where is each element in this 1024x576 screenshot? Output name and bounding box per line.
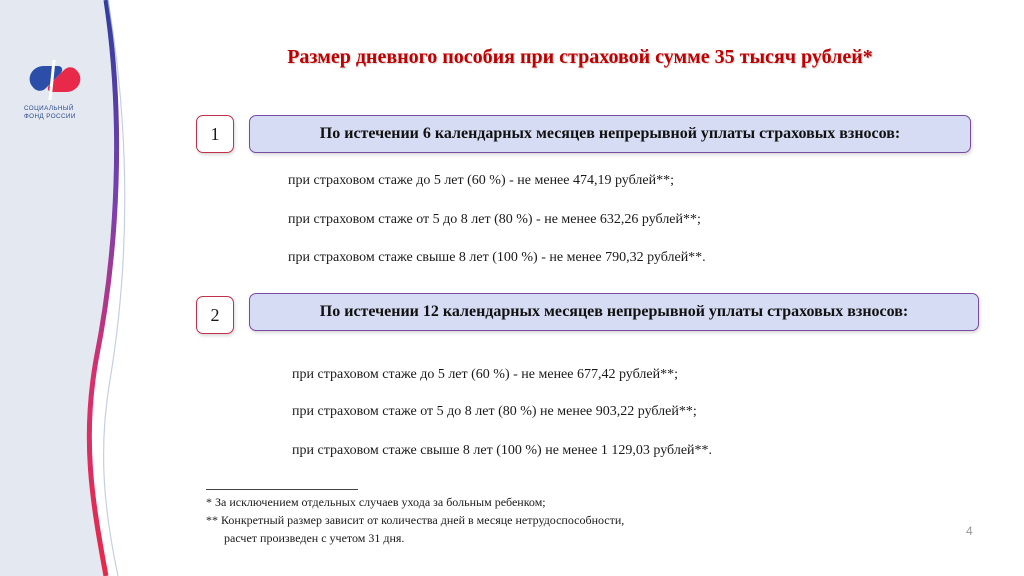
section-1-item-2: при страховом стаже от 5 до 8 лет (80 %) - не менее 632,26 рублей**; <box>288 212 701 227</box>
footnote-1: * За исключением отдельных случаев ухода за больным ребенком; <box>206 495 546 509</box>
logo-text-line2: ФОНД РОССИИ <box>24 112 76 120</box>
section-1-header: По истечении 6 календарных месяцев непрерывной уплаты страховых взносов: <box>249 115 971 153</box>
page-number: 4 <box>966 524 973 538</box>
section-1-item-1: при страховом стаже до 5 лет (60 %) - не менее 474,19 рублей**; <box>288 173 674 188</box>
logo-text-line1: СОЦИАЛЬНЫЙ <box>24 105 74 112</box>
footnote-2: ** Конкретный размер зависит от количества дней в месяце нетрудоспособности, <box>206 513 625 527</box>
page-title: Размер дневного пособия при страховой сумме 35 тысяч рублей* <box>287 46 873 68</box>
section-1-number: 1 <box>196 115 234 153</box>
section-2-item-2: при страховом стаже от 5 до 8 лет (80 %) не менее 903,22 рублей**; <box>292 404 697 419</box>
section-2-item-3: при страховом стаже свыше 8 лет (100 %) не менее 1 129,03 рублей**. <box>292 443 713 458</box>
section-2-item-1: при страховом стаже до 5 лет (60 %) - не менее 677,42 рублей**; <box>292 367 678 382</box>
section-2-number: 2 <box>196 296 234 334</box>
footnote-3: расчет произведен с учетом 31 дня. <box>224 531 405 545</box>
footnote-divider <box>206 489 358 490</box>
sfr-logo <box>24 56 90 120</box>
section-2-header: По истечении 12 календарных месяцев непрерывной уплаты страховых взносов: <box>249 293 979 331</box>
section-1-item-3: при страховом стаже свыше 8 лет (100 %) - не менее 790,32 рублей**. <box>288 250 706 265</box>
sfr-logo-icon <box>24 56 86 102</box>
